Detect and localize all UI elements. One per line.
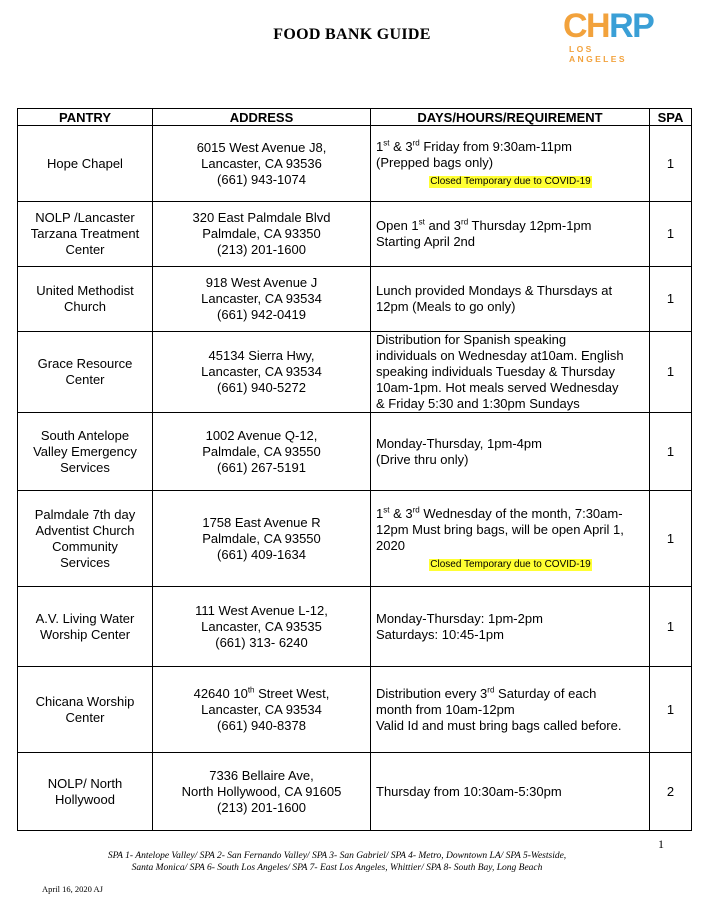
superscript: rd	[461, 217, 469, 227]
table-row	[18, 332, 692, 413]
days-cell	[371, 413, 650, 491]
spa-cell: 1	[650, 491, 692, 587]
text-run: Thursday 12pm-1pm	[468, 218, 592, 233]
address-line: 1758 East Avenue R	[202, 514, 321, 530]
text-run: & 3	[389, 139, 413, 154]
header-pantry: PANTRY	[18, 109, 153, 126]
address-line: Lancaster, CA 93536	[201, 155, 322, 171]
pantry-cell	[18, 126, 153, 202]
pantry-cell	[18, 587, 153, 667]
address-line: (661) 943-1074	[217, 171, 306, 187]
address-line: (661) 942-0419	[217, 307, 306, 322]
days-line	[376, 299, 645, 315]
days-line	[376, 627, 645, 643]
address-line: Lancaster, CA 93534	[201, 364, 322, 379]
logo-subtitle: LOS ANGELES	[569, 44, 627, 64]
days-cell	[371, 267, 650, 332]
table-row	[18, 126, 692, 202]
text-run: & 3	[389, 506, 413, 521]
superscript: rd	[487, 685, 495, 695]
address-line: 320 East Palmdale Blvd	[192, 210, 331, 225]
header-spa: SPA	[650, 109, 692, 126]
table-row	[18, 202, 692, 267]
days-line	[376, 332, 645, 348]
days-cell	[371, 332, 650, 413]
days-line	[376, 139, 645, 155]
address-line: 111 West Avenue L-12,	[195, 602, 328, 618]
address-line: (661) 940-8378	[217, 717, 306, 733]
address-cell	[153, 753, 371, 831]
days-line	[376, 784, 645, 800]
pantry-cell	[18, 202, 153, 267]
address-line: Lancaster, CA 93534	[201, 291, 322, 306]
spa-legend	[30, 850, 644, 874]
address-line: 7336 Bellaire Ave,	[209, 767, 314, 783]
superscript: rd	[412, 138, 420, 148]
text-run: 10am-1pm. Hot meals served Wednesday	[376, 380, 619, 395]
text-run: Thursday from 10:30am-5:30pm	[376, 783, 562, 799]
logo-wordmark	[563, 8, 655, 44]
text-run: Saturday of each	[494, 685, 597, 701]
chirp-logo	[563, 7, 655, 64]
table-row	[18, 267, 692, 332]
days-line	[376, 718, 645, 734]
days-line	[376, 702, 645, 718]
days-line	[376, 380, 645, 396]
address-line: (661) 313- 6240	[215, 634, 308, 650]
text-run: 12pm Must bring bags, will be open April 1,	[376, 522, 624, 537]
address-line: (661) 940-5272	[217, 380, 306, 395]
days-line	[376, 686, 645, 702]
pantry-name-line: Center	[65, 372, 105, 387]
pantry-name-line: Services	[60, 554, 110, 570]
address-line: (661) 409-1634	[217, 546, 306, 562]
pantry-cell	[18, 667, 153, 753]
food-bank-table	[17, 108, 692, 831]
pantry-name-line: Worship Center	[39, 626, 131, 642]
superscript: st	[418, 217, 425, 227]
address-cell	[153, 202, 371, 267]
superscript: rd	[412, 505, 420, 515]
pantry-name-line: Valley Emergency	[33, 443, 137, 459]
spa-cell: 1	[650, 202, 692, 267]
text-run: 1	[376, 506, 384, 521]
address-line: Palmdale, CA 93350	[202, 226, 321, 241]
days-cell	[371, 491, 650, 587]
address-line: (661) 267-5191	[217, 459, 306, 475]
table-row	[18, 413, 692, 491]
text-run: Valid Id and must bring bags called before.	[376, 717, 622, 733]
text-run: 12pm (Meals to go only)	[376, 299, 516, 314]
pantry-cell	[18, 332, 153, 413]
text-run: Street West,	[254, 685, 330, 701]
days-line	[376, 611, 645, 627]
pantry-name-line: Church	[64, 299, 106, 314]
days-cell	[371, 126, 650, 202]
closed-notice-text: Closed Temporary due to COVID-19	[430, 176, 591, 187]
table-row	[18, 491, 692, 587]
address-line: Palmdale, CA 93550	[202, 443, 321, 459]
legend-line-1: SPA 1- Antelope Valley/ SPA 2- San Fernando Valley/ SPA 3- San Gabriel/ SPA 4- Metro, Downtown LA/ SPA 5-Westside,	[107, 851, 567, 861]
text-run: & Friday 5:30 and 1:30pm Sundays	[376, 396, 580, 411]
pantry-name-line: A.V. Living Water	[35, 610, 135, 626]
days-line	[376, 364, 645, 380]
text-run: (Prepped bags only)	[376, 155, 494, 170]
logo-text-part-2: RP	[609, 7, 654, 45]
text-run: Monday-Thursday, 1pm-4pm	[376, 435, 542, 451]
days-line	[376, 538, 645, 554]
header-days: DAYS/HOURS/REQUIREMENT	[371, 109, 650, 126]
pantry-cell	[18, 267, 153, 332]
pantry-name-line: Tarzana Treatment	[30, 226, 140, 241]
text-run: Starting April 2nd	[376, 234, 476, 249]
pantry-name-line: Palmdale 7th day	[34, 506, 136, 522]
address-line: 45134 Sierra Hwy,	[208, 348, 315, 363]
days-line	[376, 396, 645, 412]
table-row	[18, 667, 692, 753]
address-line: (213) 201-1600	[217, 799, 306, 815]
covid-notice	[376, 172, 645, 188]
text-run: individuals on Wednesday at10am. English	[376, 348, 624, 363]
spa-cell: 1	[650, 667, 692, 753]
address-line: 6015 West Avenue J8,	[196, 139, 327, 155]
closed-notice-text: Closed Temporary due to COVID-19	[430, 559, 591, 570]
address-line: North Hollywood, CA 91605	[181, 783, 342, 799]
text-run: (Drive thru only)	[376, 451, 469, 467]
text-run: Wednesday of the month, 7:30am-	[419, 506, 623, 521]
days-line	[376, 452, 645, 468]
text-run: Lunch provided Mondays & Thursdays at	[376, 283, 613, 298]
days-line	[376, 436, 645, 452]
days-line	[376, 506, 645, 522]
days-cell	[371, 753, 650, 831]
header-address: ADDRESS	[153, 109, 371, 126]
spa-cell: 1	[650, 413, 692, 491]
text-run: 1	[376, 139, 384, 154]
superscript: st	[383, 505, 390, 515]
document-date: April 16, 2020 AJ	[42, 884, 103, 894]
text-run: 42640 10	[193, 685, 248, 701]
pantry-name-line: Center	[65, 242, 105, 257]
address-line: (213) 201-1600	[217, 242, 306, 257]
pantry-name-line: Chicana Worship	[35, 693, 135, 709]
pantry-name-line: Services	[60, 459, 110, 475]
table-row	[18, 587, 692, 667]
text-run: Monday-Thursday: 1pm-2pm	[376, 610, 543, 626]
pantry-name-line: Hollywood	[55, 791, 115, 807]
pantry-name-line: Community	[52, 538, 118, 554]
address-line: 1002 Avenue Q-12,	[205, 427, 318, 443]
address-line: Lancaster, CA 93535	[201, 618, 322, 634]
address-line: Palmdale, CA 93550	[202, 530, 321, 546]
days-line	[376, 218, 645, 234]
superscript: th	[247, 685, 255, 695]
table-row	[18, 753, 692, 831]
spa-cell: 1	[650, 126, 692, 202]
text-run: Open 1	[376, 218, 419, 233]
address-cell	[153, 332, 371, 413]
page-number: 1	[658, 837, 664, 851]
spa-cell: 1	[650, 587, 692, 667]
pantry-name-line: NOLP /Lancaster	[35, 210, 135, 225]
legend-line-2: Santa Monica/ SPA 6- South Los Angeles/ SPA 7- East Los Angeles, Whittier/ SPA 8- South Bay, Long Beach	[131, 863, 543, 873]
logo-text-part-1: CH	[563, 7, 610, 45]
pantry-name-line: NOLP/ North	[47, 775, 123, 791]
days-cell	[371, 667, 650, 753]
address-line: Lancaster, CA 93534	[201, 701, 322, 717]
text-run: 2020	[376, 538, 405, 553]
table-header-row	[18, 109, 692, 126]
days-line	[376, 155, 645, 171]
text-run: Distribution every 3	[376, 685, 488, 701]
address-cell	[153, 413, 371, 491]
days-line	[376, 234, 645, 250]
pantry-cell	[18, 491, 153, 587]
address-cell	[153, 267, 371, 332]
pantry-name-line: South Antelope	[40, 427, 130, 443]
text-run: and 3	[424, 218, 462, 233]
table-body	[18, 126, 692, 831]
covid-notice	[376, 555, 645, 571]
days-cell	[371, 202, 650, 267]
text-run: Saturdays: 10:45-1pm	[376, 626, 504, 642]
address-cell	[153, 126, 371, 202]
text-run: speaking individuals Tuesday & Thursday	[376, 364, 615, 379]
text-run: month from 10am-12pm	[376, 701, 515, 717]
pantry-name-line: Adventist Church	[35, 522, 135, 538]
address-cell	[153, 667, 371, 753]
days-line	[376, 348, 645, 364]
pantry-name-line: Hope Chapel	[47, 155, 123, 171]
text-run: Distribution for Spanish speaking	[376, 332, 567, 347]
address-cell	[153, 491, 371, 587]
pantry-name-line: Center	[65, 709, 105, 725]
spa-cell: 1	[650, 332, 692, 413]
days-line	[376, 522, 645, 538]
pantry-cell	[18, 413, 153, 491]
address-line	[154, 686, 369, 702]
pantry-cell	[18, 753, 153, 831]
document-title: FOOD BANK GUIDE	[273, 26, 431, 43]
spa-cell: 1	[650, 267, 692, 332]
spa-cell: 2	[650, 753, 692, 831]
text-run: Friday from 9:30am-11pm	[419, 139, 572, 154]
address-cell	[153, 587, 371, 667]
address-line: 918 West Avenue J	[205, 275, 318, 290]
pantry-name-line: Grace Resource	[37, 356, 133, 371]
pantry-name-line: United Methodist	[36, 283, 134, 298]
days-cell	[371, 587, 650, 667]
days-line	[376, 283, 645, 299]
superscript: st	[383, 138, 390, 148]
